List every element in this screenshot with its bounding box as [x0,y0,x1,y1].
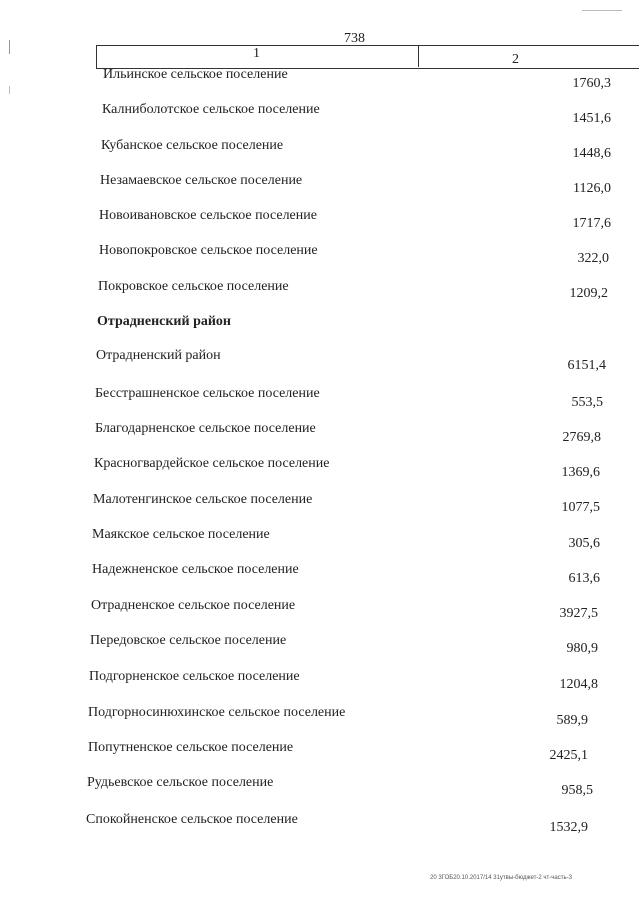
settlement-value: 1532,9 [549,820,588,835]
scan-edge-mark [9,86,10,94]
column-header-table [96,45,639,69]
settlement-name: Отрадненское сельское поселение [91,598,296,613]
settlement-value: 589,9 [556,713,588,728]
scan-edge-mark [582,10,622,11]
settlement-name: Покровское сельское поселение [98,279,289,294]
settlement-value: 3927,5 [559,606,598,621]
settlement-name: Новопокровское сельское поселение [99,243,318,258]
settlement-name: Подгорненское сельское поселение [89,669,300,684]
settlement-value: 1717,6 [572,216,611,231]
settlement-value: 613,6 [568,571,600,586]
scan-edge-mark [9,40,10,54]
settlement-value: 1451,6 [572,111,611,126]
district-section-title: Отрадненский район [97,314,231,329]
settlement-value: 1448,6 [572,146,611,161]
settlement-value: 1077,5 [561,500,600,515]
settlement-value: 553,5 [571,395,603,410]
settlement-value: 6151,4 [567,358,606,373]
settlement-value: 305,6 [568,536,600,551]
settlement-name: Подгорносинюхинское сельское поселение [88,705,346,720]
settlement-name: Рудьевское сельское поселение [87,775,274,790]
settlement-value: 958,5 [561,783,593,798]
settlement-value: 1126,0 [573,181,611,196]
settlement-value: 980,9 [566,641,598,656]
settlement-name: Передовское сельское поселение [90,633,287,648]
settlement-name: Спокойненское сельское поселение [86,812,298,827]
settlement-value: 322,0 [577,251,609,266]
settlement-name: Калниболотское сельское поселение [102,102,320,117]
settlement-name: Кубанское сельское поселение [101,138,284,153]
settlement-name: Незамаевское сельское поселение [100,173,303,188]
settlement-name: Новоивановское сельское поселение [99,208,317,223]
settlement-value: 1760,3 [572,76,611,91]
footer-file-note: 20 3ГОБ20.10.2017/14 31утвы-бюджет-2 чт-часть-3 [430,875,572,881]
settlement-value: 2769,8 [562,430,601,445]
settlement-name: Малотенгинское сельское поселение [93,492,313,507]
settlement-value: 1209,2 [569,286,608,301]
column-header-1: 1 [253,46,260,61]
settlement-name: Красногвардейское сельское поселение [94,456,330,471]
settlement-value: 2425,1 [549,748,588,763]
column-header-2: 2 [512,52,519,67]
settlement-name: Благодарненское сельское поселение [95,421,316,436]
settlement-name: Маякское сельское поселение [92,527,270,542]
settlement-name: Надежненское сельское поселение [92,562,299,577]
settlement-name: Ильинское сельское поселение [103,67,288,82]
settlement-value: 1369,6 [561,465,600,480]
page-number: 738 [344,31,365,46]
column-divider [418,45,419,67]
settlement-name: Бесстрашненское сельское поселение [95,386,320,401]
settlement-name: Попутненское сельское поселение [88,740,294,755]
settlement-value: 1204,8 [559,677,598,692]
settlement-name: Отрадненский район [96,348,221,363]
